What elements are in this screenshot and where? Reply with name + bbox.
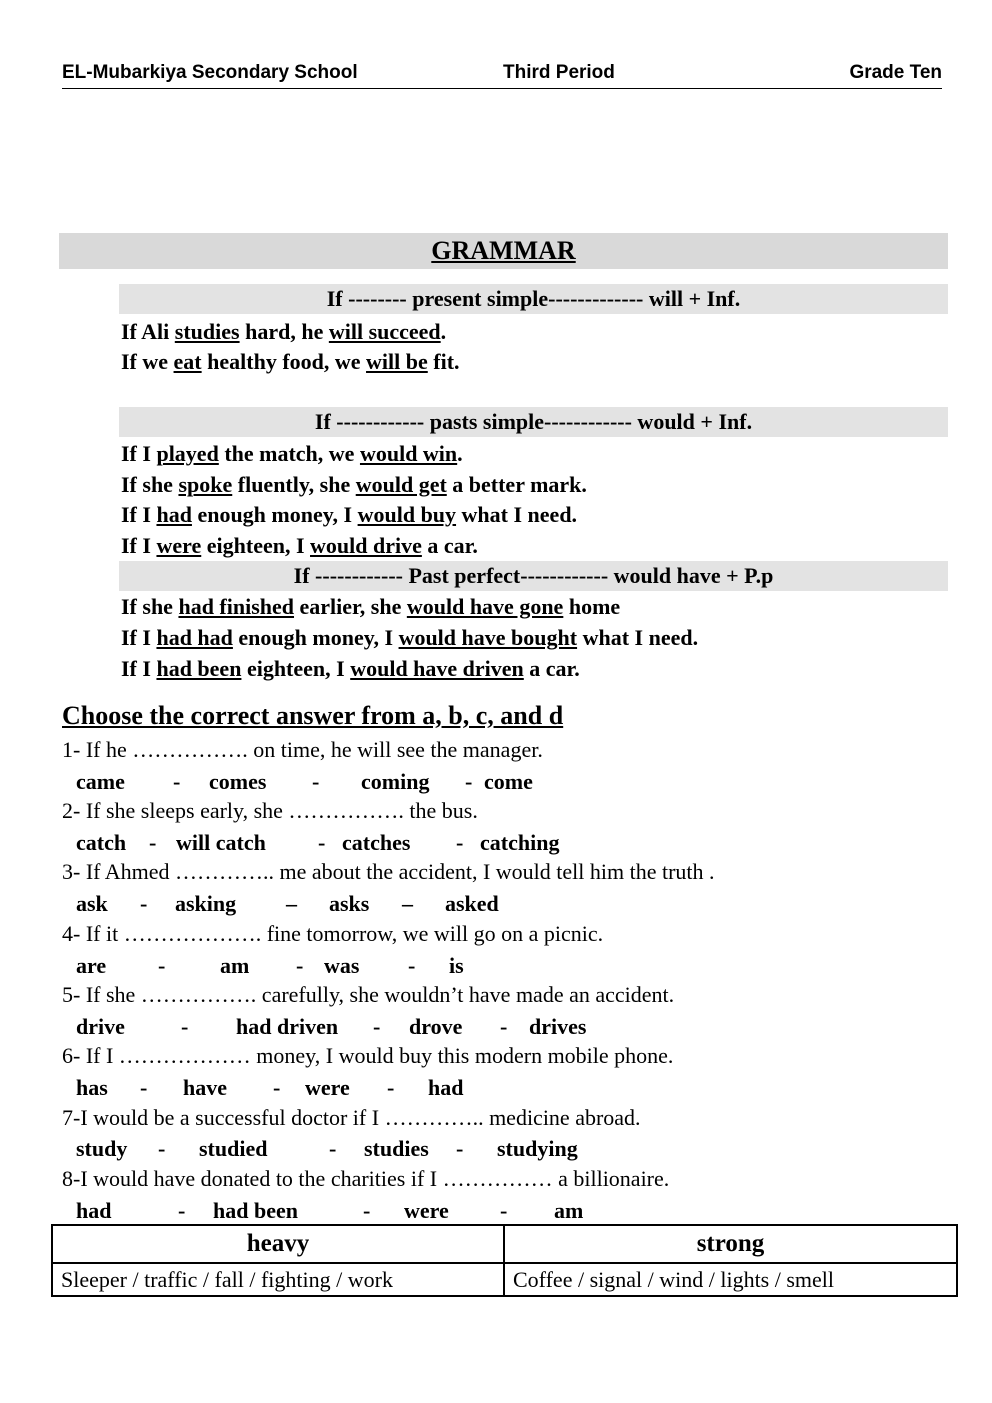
option: drives: [529, 1014, 587, 1039]
underlined-verb: spoke: [178, 472, 233, 497]
option: were: [404, 1198, 449, 1223]
separator: -: [149, 830, 157, 855]
sentence-part: earlier, she: [294, 594, 407, 619]
sentence-part: what I need.: [456, 502, 578, 527]
separator: -: [373, 1014, 381, 1039]
option: coming: [361, 769, 430, 794]
sentence-part: fluently, she: [232, 472, 356, 497]
underlined-verb: were: [156, 533, 202, 558]
collocations-table: [51, 1224, 958, 1297]
example-sentence: [121, 348, 460, 376]
separator: -: [465, 769, 473, 794]
option: asking: [175, 891, 237, 916]
sentence-part: If she: [121, 594, 179, 619]
header-strong: strong: [504, 1225, 957, 1263]
sentence-part: If I: [121, 656, 157, 681]
sentence-part: If I: [121, 533, 157, 558]
sentence-part: If I: [121, 625, 157, 650]
table-row: [52, 1263, 957, 1296]
strong-collocations: Coffee / signal / wind / lights / smell: [504, 1263, 957, 1296]
option: come: [484, 769, 533, 794]
option: studied: [199, 1136, 268, 1161]
separator: -: [273, 1075, 281, 1100]
underlined-verb: had finished: [178, 594, 295, 619]
sentence-part: enough money, I: [191, 502, 358, 527]
question-text: 7-I would be a successful doctor if I ………….. medicine abroad.: [62, 1105, 641, 1130]
question-text: 5- If she ……………. carefully, she wouldn’t have made an accident.: [62, 982, 675, 1007]
separator: -: [140, 1075, 148, 1100]
separator: –: [402, 891, 413, 916]
example-sentence: [121, 501, 577, 529]
separator: -: [158, 1136, 166, 1161]
underlined-verb: had been: [156, 656, 242, 681]
sentence-part: a car.: [421, 533, 478, 558]
separator: -: [363, 1198, 371, 1223]
option: study: [76, 1136, 128, 1161]
grade-label: Grade Ten: [849, 62, 942, 83]
option: am: [220, 953, 250, 978]
option: have: [183, 1075, 227, 1100]
sentence-part: If I: [121, 441, 157, 466]
underlined-verb: had had: [156, 625, 233, 650]
page-header: [62, 60, 942, 89]
option: comes: [209, 769, 267, 794]
grammar-title: GRAMMAR: [431, 236, 576, 265]
question-text: 3- If Ahmed ………….. me about the accident, I would tell him the truth .: [62, 859, 715, 884]
sentence-part: a better mark.: [446, 472, 587, 497]
example-sentence: [121, 532, 478, 560]
example-sentence: [121, 440, 463, 468]
underlined-verb: will succeed: [328, 319, 441, 344]
option: catch: [76, 830, 127, 855]
question-text: 1- If he ……………. on time, he will see the manager.: [62, 737, 543, 762]
rule-formula: If ------------ pasts simple------------ would + Inf.: [119, 407, 948, 437]
underlined-verb: would have gone: [406, 594, 564, 619]
separator: -: [312, 769, 320, 794]
option: came: [76, 769, 125, 794]
option: had: [76, 1198, 112, 1223]
option: has: [76, 1075, 108, 1100]
underlined-verb: would get: [355, 472, 447, 497]
option: are: [76, 953, 107, 978]
sentence-part: If we: [121, 349, 174, 374]
option: am: [554, 1198, 584, 1223]
sentence-part: eighteen, I: [241, 656, 351, 681]
underlined-verb: would have driven: [350, 656, 524, 681]
sentence-part: .: [440, 319, 447, 344]
sentence-part: If Ali: [121, 319, 175, 344]
underlined-verb: would drive: [310, 533, 422, 558]
option: studying: [497, 1136, 578, 1161]
underlined-verb: would win: [359, 441, 458, 466]
underlined-verb: will be: [366, 349, 428, 374]
question-text: 2- If she sleeps early, she ……………. the bus.: [62, 798, 478, 823]
sentence-part: what I need.: [577, 625, 699, 650]
period-label: Third Period: [503, 62, 615, 83]
example-sentence: [121, 471, 587, 499]
sentence-part: the match, we: [218, 441, 360, 466]
sentence-part: .: [457, 441, 463, 466]
question-text: 8-I would have donated to the charities if I …………… a billionaire.: [62, 1166, 670, 1191]
separator: -: [500, 1014, 508, 1039]
sentence-part: healthy food, we: [201, 349, 367, 374]
sentence-part: eighteen, I: [201, 533, 311, 558]
question-text: 4- If it ………………. fine tomorrow, we will go on a picnic.: [62, 921, 604, 946]
separator: -: [140, 891, 148, 916]
separator: -: [408, 953, 416, 978]
sentence-part: hard, he: [239, 319, 329, 344]
school-name: EL-Mubarkiya Secondary School: [62, 62, 358, 83]
option: had driven: [236, 1014, 339, 1039]
sentence-part: fit.: [427, 349, 460, 374]
question-text: 6- If I ……………… money, I would buy this modern mobile phone.: [62, 1043, 674, 1068]
separator: -: [456, 830, 464, 855]
header-heavy: heavy: [52, 1225, 504, 1263]
sentence-part: home: [563, 594, 621, 619]
option: will catch: [176, 830, 266, 855]
separator: -: [158, 953, 166, 978]
sentence-part: If I: [121, 502, 157, 527]
rule-formula: If ------------ Past perfect------------ would have + P.p: [119, 561, 948, 591]
example-sentence: [121, 655, 580, 683]
underlined-verb: would have bought: [398, 625, 578, 650]
option: drove: [409, 1014, 463, 1039]
separator: –: [286, 891, 297, 916]
option: had been: [213, 1198, 298, 1223]
sentence-part: If she: [121, 472, 179, 497]
option: had: [428, 1075, 464, 1100]
option: is: [449, 953, 464, 978]
option: studies: [364, 1136, 429, 1161]
sentence-part: a car.: [523, 656, 580, 681]
separator: -: [181, 1014, 189, 1039]
option: catches: [342, 830, 411, 855]
grammar-heading: [59, 233, 948, 269]
separator: -: [296, 953, 304, 978]
underlined-verb: eat: [173, 349, 202, 374]
option: asked: [445, 891, 499, 916]
separator: -: [329, 1136, 337, 1161]
sentence-part: enough money, I: [232, 625, 399, 650]
underlined-verb: studies: [174, 319, 240, 344]
example-sentence: [121, 593, 620, 621]
separator: -: [500, 1198, 508, 1223]
separator: -: [173, 769, 181, 794]
example-sentence: [121, 624, 698, 652]
option: asks: [329, 891, 370, 916]
option: were: [305, 1075, 350, 1100]
underlined-verb: played: [156, 441, 219, 466]
table-header-row: [52, 1225, 957, 1263]
separator: -: [387, 1075, 395, 1100]
separator: -: [318, 830, 326, 855]
task-title: Choose the correct answer from a, b, c, and d: [62, 701, 564, 730]
rule-formula: If -------- present simple------------- will + Inf.: [119, 284, 948, 314]
underlined-verb: had: [156, 502, 192, 527]
separator: -: [456, 1136, 464, 1161]
option: catching: [480, 830, 560, 855]
underlined-verb: would buy: [357, 502, 457, 527]
option: ask: [76, 891, 108, 916]
separator: -: [178, 1198, 186, 1223]
option: drive: [76, 1014, 125, 1039]
option: was: [324, 953, 360, 978]
heavy-collocations: Sleeper / traffic / fall / fighting / work: [52, 1263, 504, 1296]
example-sentence: [121, 318, 446, 346]
